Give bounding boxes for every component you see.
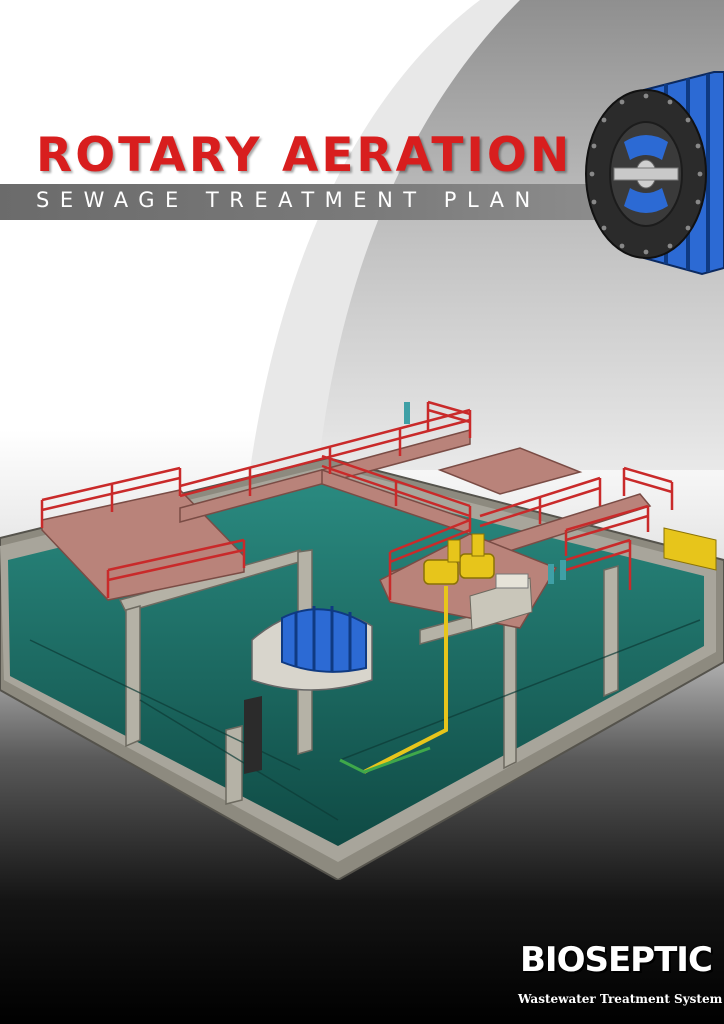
brand-tagline: Wastewater Treatment System — [518, 992, 723, 1006]
subtitle-bar — [0, 184, 612, 220]
brand-name: BIOSEPTIC — [520, 940, 712, 980]
page-subtitle: SEWAGE TREATMENT PLAN — [36, 188, 541, 212]
treatment-plant-icon — [0, 396, 724, 880]
page-title: ROTARY AERATION — [36, 128, 573, 183]
rotary-drum-icon — [584, 68, 724, 278]
drum-shaft — [614, 168, 678, 180]
brand-logo — [514, 940, 723, 1020]
